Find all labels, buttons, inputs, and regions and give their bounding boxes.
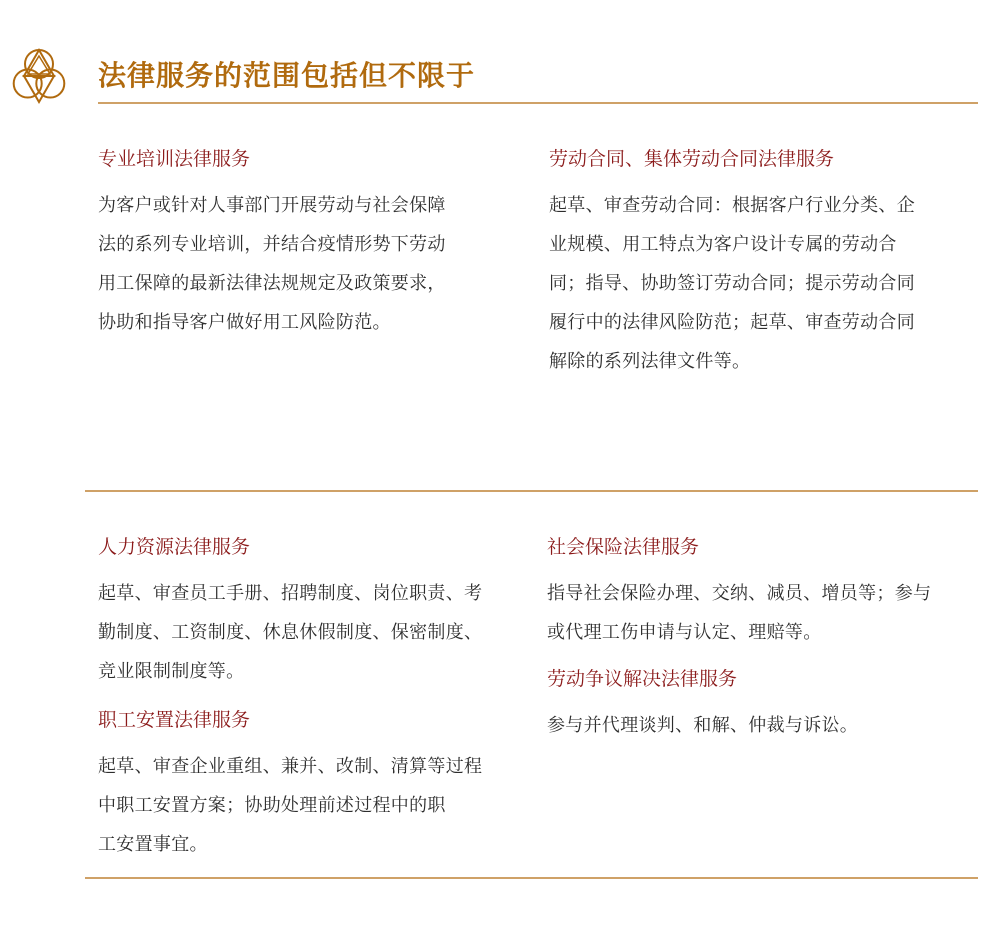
section-heading: 劳动合同、集体劳动合同法律服务 — [549, 148, 835, 170]
section-heading: 社会保险法律服务 — [547, 536, 700, 558]
section-divider — [85, 490, 978, 492]
section-labor-contract — [549, 146, 959, 381]
section-professional-training — [98, 146, 508, 342]
section-social-insurance — [547, 534, 967, 652]
section-human-resources — [98, 534, 508, 691]
section-employee-placement — [98, 707, 508, 864]
section-body: 参与并代理谈判、和解、仲裁与诉讼。 — [547, 715, 859, 736]
section-body: 指导社会保险办理、交纳、减员、增员等；参与 或代理工伤申请与认定、理赔等。 — [547, 583, 932, 643]
section-heading: 人力资源法律服务 — [98, 536, 251, 558]
section-body: 起草、审查员工手册、招聘制度、岗位职责、考 勤制度、工资制度、休息休假制度、保密制度、 竞业限制制度等。 — [98, 583, 483, 682]
section-body: 起草、审查劳动合同：根据客户行业分类、企 业规模、用工特点为客户设计专属的劳动合 同；指导、协助签订劳动合同；提示劳动合同 履行中的法律风险防范；起草、审查劳动合同 解除的系列法律文件等。 — [549, 195, 915, 372]
bottom-divider — [85, 877, 978, 879]
section-labor-dispute — [547, 666, 967, 745]
page-title: 法律服务的范围包括但不限于 — [98, 59, 476, 92]
title-divider — [98, 102, 978, 104]
interlocking-circles-star-icon — [4, 42, 74, 112]
section-heading: 职工安置法律服务 — [98, 709, 251, 731]
section-body: 起草、审查企业重组、兼并、改制、清算等过程 中职工安置方案；协助处理前述过程中的职 工安置事宜。 — [98, 756, 483, 855]
section-heading: 专业培训法律服务 — [98, 148, 251, 170]
section-heading: 劳动争议解决法律服务 — [547, 668, 738, 690]
section-body: 为客户或针对人事部门开展劳动与社会保障 法的系列专业培训，并结合疫情形势下劳动 用工保障的最新法律法规规定及政策要求， 协助和指导客户做好用工风险防范。 — [98, 195, 446, 333]
